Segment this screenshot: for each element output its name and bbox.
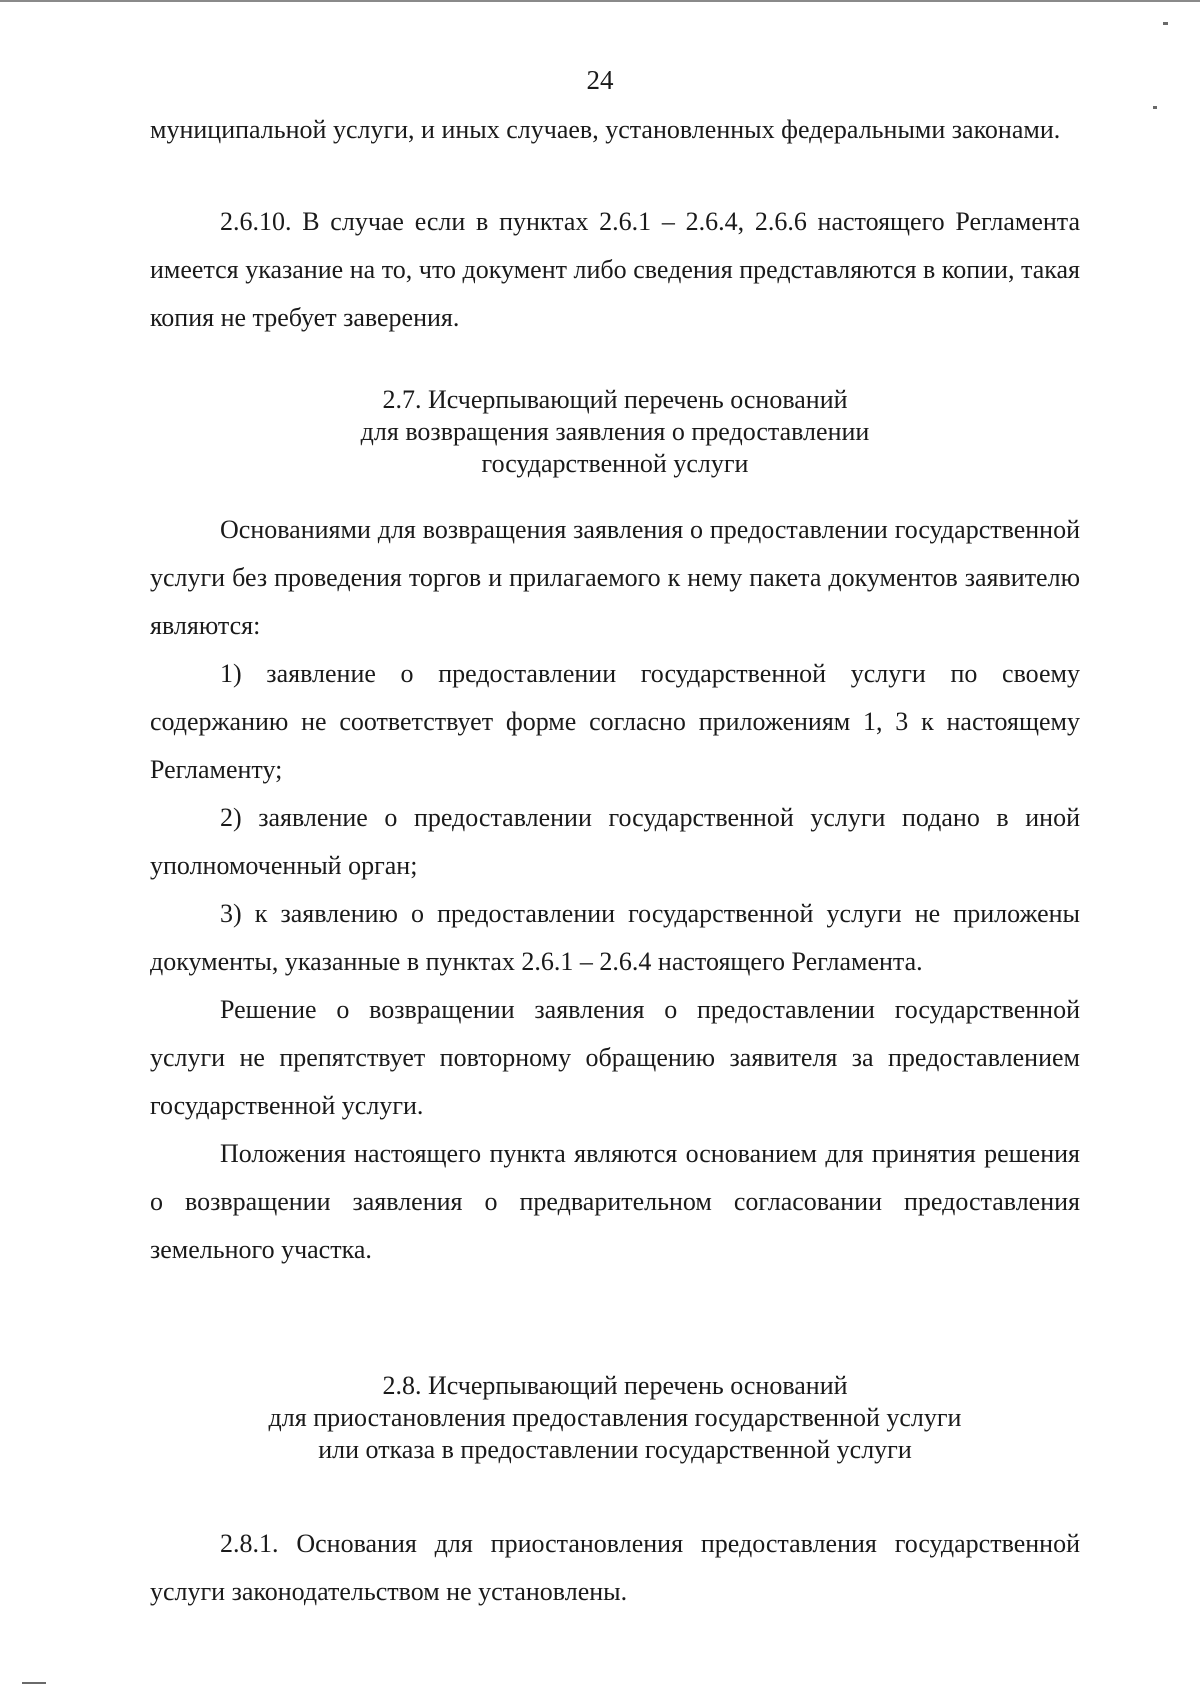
heading-line: для приостановления предоставления государственной услуги: [268, 1403, 962, 1432]
scan-artifact: [1163, 22, 1168, 25]
provisions-paragraph: Положения настоящего пункта являются основанием для принятия решения о возвращении заявления о предварительном согласовании предоставления земельного участка.: [150, 1139, 1080, 1264]
scan-artifact: [22, 1682, 46, 1684]
heading-line: 2.8. Исчерпывающий перечень оснований: [382, 1371, 848, 1400]
section-2-7-body: [150, 506, 1080, 1274]
scan-artifact: [1153, 106, 1157, 109]
clause-2-8-1-block: [150, 1520, 1080, 1616]
section-2-8-heading: [150, 1370, 1080, 1466]
scan-top-edge: [0, 0, 1200, 2]
clause-2-6-10-block: [150, 198, 1080, 342]
page-number: 24: [586, 65, 614, 95]
ground-item-2: 2) заявление о предоставлении государственной услуги подано в иной уполномоченный орган;: [150, 803, 1080, 880]
clause-2-6-10: 2.6.10. В случае если в пунктах 2.6.1 – 2.6.4, 2.6.6 настоящего Регламента имеется указание на то, что документ либо сведения представляются в копии, такая копия не требует заверения.: [150, 207, 1080, 332]
section-2-7-heading: [150, 384, 1080, 480]
heading-line: государственной услуги: [481, 449, 749, 478]
ground-item-3: 3) к заявлению о предоставлении государственной услуги не приложены документы, указанные в пунктах 2.6.1 – 2.6.4 настоящего Регламента.: [150, 899, 1080, 976]
heading-line: для возвращения заявления о предоставлении: [360, 417, 870, 446]
continuation-paragraph: муниципальной услуги, и иных случаев, установленных федеральными законами.: [150, 115, 1061, 144]
clause-2-8-1: 2.8.1. Основания для приостановления предоставления государственной услуги законодательством не установлены.: [150, 1529, 1080, 1606]
heading-line: или отказа в предоставлении государственной услуги: [318, 1435, 912, 1464]
section-2-7-intro: Основаниями для возвращения заявления о предоставлении государственной услуги без проведения торгов и прилагаемого к нему пакета документов заявителю являются:: [150, 515, 1080, 640]
ground-item-1: 1) заявление о предоставлении государственной услуги по своему содержанию не соответствует форме согласно приложениям 1, 3 к настоящему Регламенту;: [150, 659, 1080, 784]
decision-paragraph: Решение о возвращении заявления о предоставлении государственной услуги не препятствует повторному обращению заявителя за предоставлением государственной услуги.: [150, 995, 1080, 1120]
continuation-block: [150, 106, 1080, 154]
heading-line: 2.7. Исчерпывающий перечень оснований: [382, 385, 848, 414]
